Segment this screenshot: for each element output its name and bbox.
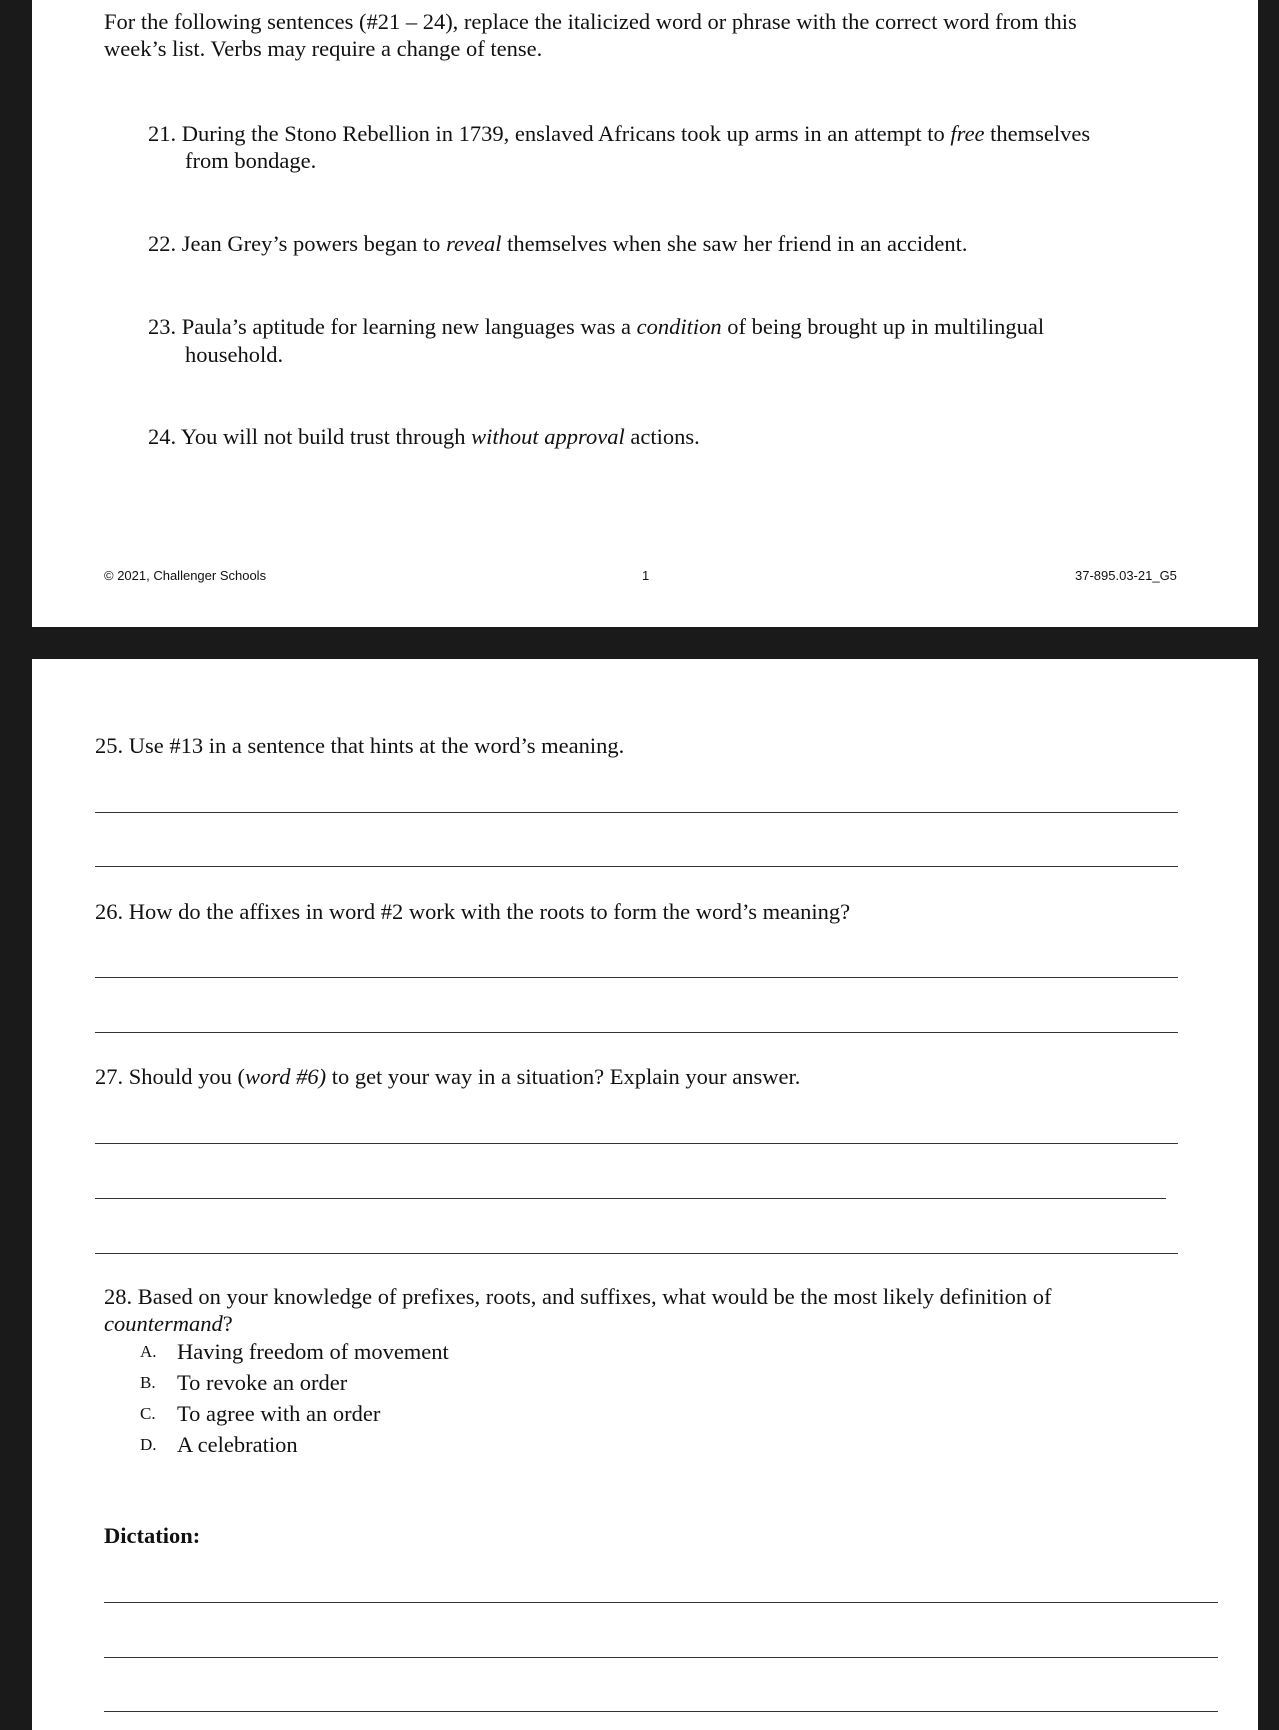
question-26: 26. How do the affixes in word #2 work with the roots to form the word’s meaning? xyxy=(95,899,851,924)
italic-word: condition xyxy=(636,314,722,339)
question-text: to get your way in a situation? Explain your answer. xyxy=(331,1064,801,1089)
dictation-line[interactable] xyxy=(104,1657,1218,1658)
option-letter: C. xyxy=(140,1404,156,1423)
italic-word: free xyxy=(950,121,985,146)
dictation-label: Dictation: xyxy=(104,1523,201,1548)
footer-page-number: 1 xyxy=(642,568,650,583)
question-27 xyxy=(95,1063,800,1091)
worksheet-page-1 xyxy=(32,0,1258,627)
italic-word: countermand xyxy=(104,1311,223,1336)
question-22 xyxy=(148,230,968,258)
question-text: themselves xyxy=(990,121,1091,146)
question-text: 27. Should you ( xyxy=(95,1064,246,1089)
answer-line[interactable] xyxy=(95,977,1178,978)
question-text: of being brought up in multilingual xyxy=(727,314,1045,339)
answer-line[interactable] xyxy=(95,1032,1178,1033)
question-text: actions. xyxy=(630,424,700,449)
answer-line[interactable] xyxy=(95,1143,1178,1144)
question-23 xyxy=(148,313,1044,341)
question-24 xyxy=(148,423,700,451)
option-letter: D. xyxy=(140,1435,157,1454)
answer-line[interactable] xyxy=(95,866,1178,867)
option-text: A celebration xyxy=(177,1432,298,1457)
answer-line[interactable] xyxy=(95,1253,1178,1254)
instructions-line-2: week’s list. Verbs may require a change of tense. xyxy=(104,36,543,61)
option-text: To agree with an order xyxy=(177,1401,381,1426)
question-text: Jean Grey’s powers began to xyxy=(181,231,441,256)
worksheet-page-2 xyxy=(32,659,1258,1730)
option-letter: B. xyxy=(140,1373,156,1392)
question-text: During the Stono Rebellion in 1739, enslaved Africans took up arms in an attempt to xyxy=(181,121,945,146)
question-23-line-2: household. xyxy=(185,342,284,367)
question-text: themselves when she saw her friend in an accident. xyxy=(507,231,968,256)
dictation-line[interactable] xyxy=(104,1602,1218,1603)
dictation-line[interactable] xyxy=(104,1711,1218,1712)
answer-line[interactable] xyxy=(95,812,1178,813)
question-25: 25. Use #13 in a sentence that hints at the word’s meaning. xyxy=(95,733,625,758)
question-number: 21. xyxy=(148,121,177,146)
question-21-line-2: from bondage. xyxy=(185,148,317,173)
question-number: 24. xyxy=(148,424,177,449)
question-mark: ? xyxy=(222,1311,233,1336)
question-21 xyxy=(148,120,1090,148)
italic-phrase: word #6) xyxy=(245,1064,327,1089)
answer-line[interactable] xyxy=(95,1198,1166,1199)
option-text: To revoke an order xyxy=(177,1370,348,1395)
italic-word: reveal xyxy=(446,231,502,256)
italic-phrase: without approval xyxy=(471,424,625,449)
question-28: 28. Based on your knowledge of prefixes, roots, and suffixes, what would be the most likely definition of xyxy=(104,1284,1052,1309)
footer-code: 37-895.03-21_G5 xyxy=(1075,568,1177,583)
question-number: 23. xyxy=(148,314,177,339)
option-text: Having freedom of movement xyxy=(177,1339,449,1364)
instructions-line-1: For the following sentences (#21 – 24), replace the italicized word or phrase with the correct word from this xyxy=(104,9,1077,34)
question-28-line-2 xyxy=(104,1310,233,1338)
option-letter: A. xyxy=(140,1342,157,1361)
question-text: You will not build trust through xyxy=(180,424,466,449)
footer-copyright: © 2021, Challenger Schools xyxy=(104,568,267,583)
question-text: Paula’s aptitude for learning new languages was a xyxy=(181,314,631,339)
question-number: 22. xyxy=(148,231,177,256)
